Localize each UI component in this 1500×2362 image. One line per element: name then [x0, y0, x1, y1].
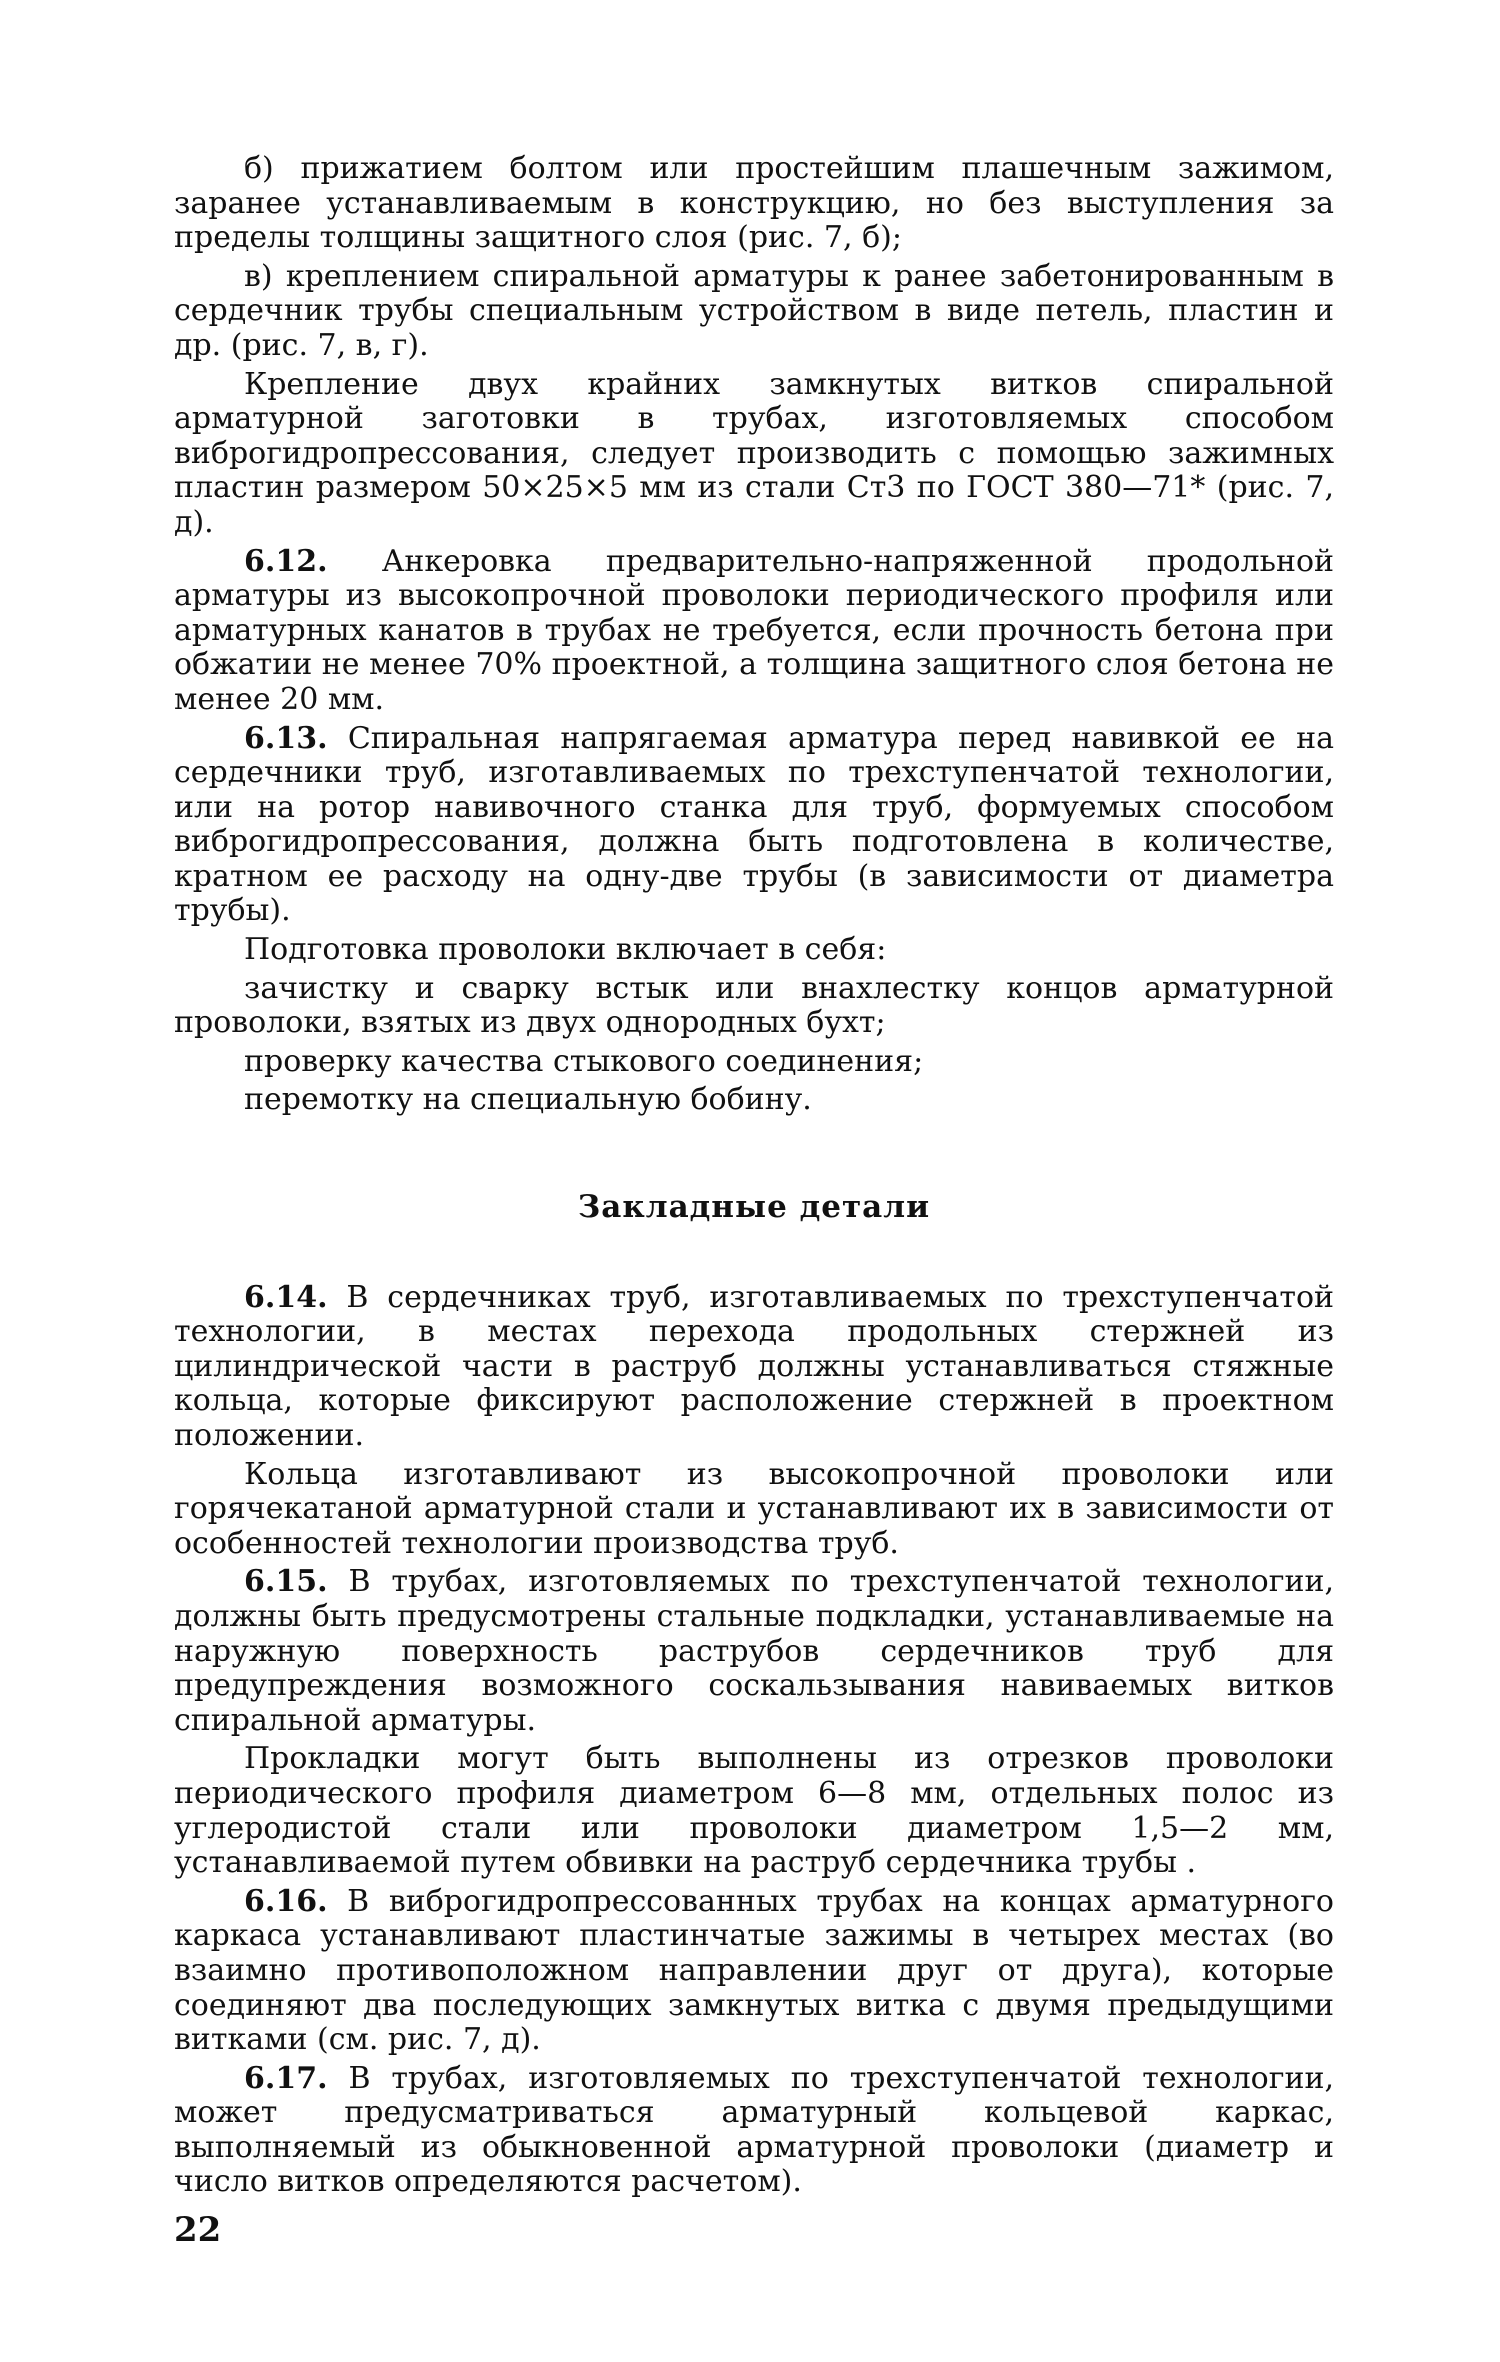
- paragraph: [174, 1565, 1334, 1738]
- clause-number: 6.14.: [244, 1279, 328, 1315]
- paragraph-text: В виброгидропрессованных трубах на концах арматурного каркаса устанавливают пластинчатые зажимы в четырех местах (во взаимно противоположном направлении друг от друга), которые соединяют два последующих замкнутых витка с двумя предыдущими витками (см. рис. 7, д).: [174, 1883, 1334, 2058]
- clause-number: 6.15.: [244, 1564, 328, 1600]
- paragraph: [174, 1742, 1334, 1880]
- paragraph-text: Кольца изготавливают из высокопрочной проволоки или горячекатаной арматурной стали и устанавливают их в зависимости от особенностей технологии производства труб.: [174, 1456, 1334, 1561]
- paragraph: [174, 933, 1334, 968]
- paragraph: [174, 368, 1334, 541]
- section-heading: Закладные детали: [577, 1189, 931, 1226]
- list-item: [174, 972, 1334, 1041]
- paragraph-text: зачистку и сварку встык или внахлестку концов арматурной проволоки, взятых из двух однородных бухт;: [174, 970, 1334, 1041]
- paragraph-text: В трубах, изготовляемых по трехступенчатой технологии, может предусматриваться арматурный кольцевой каркас, выполняемый из обыкновенной арматурной проволоки (диаметр и число витков определяются расчетом).: [174, 2060, 1334, 2200]
- paragraph: [174, 260, 1334, 364]
- page-body: [174, 152, 1334, 2204]
- paragraphs-top: [174, 152, 1334, 1118]
- clause-number: 6.16.: [244, 1883, 328, 1919]
- paragraph-text: Спиральная напрягаемая арматура перед навивкой ее на сердечники труб, изготавливаемых по трехступенчатой технологии, или на ротор навивочного станка для труб, формуемых способом виброгидропрессования, должна быть подготовлена в количестве, кратном ее расходу на одну-две трубы (в зависимости от диаметра трубы).: [174, 720, 1334, 929]
- paragraphs-bottom: [174, 1281, 1334, 2200]
- page-number: 22: [174, 2210, 222, 2250]
- paragraph-text: Анкеровка предварительно-напряженной продольной арматуры из высокопрочной проволоки периодического профиля или арматурных канатов в трубах не требуется, если прочность бетона при обжатии не менее 70% проектной, а толщина защитного слоя бетона не менее 20 мм.: [174, 543, 1334, 717]
- paragraph-text: проверку качества стыкового соединения;: [244, 1043, 924, 1079]
- paragraph-text: Подготовка проволоки включает в себя:: [244, 932, 887, 968]
- paragraph: [174, 1281, 1334, 1454]
- list-item: [174, 1083, 1334, 1118]
- paragraph-text: перемотку на специальную бобину.: [244, 1082, 812, 1118]
- clause-number: 6.17.: [244, 2060, 328, 2096]
- paragraph: [174, 1458, 1334, 1562]
- paragraph: [174, 722, 1334, 930]
- paragraph-text: В трубах, изготовляемых по трехступенчатой технологии, должны быть предусмотрены стальные подкладки, устанавливаемые на наружную поверхность раструбов сердечников труб для предупреждения возможного соскальзывания навиваемых витков спиральной арматуры.: [174, 1564, 1334, 1738]
- paragraph-text: Прокладки могут быть выполнены из отрезков проволоки периодического профиля диаметром 6—8 мм, отдельных полос из углеродистой стали или проволоки диаметром 1,5—2 мм, устанавливаемой путем обвивки на раструб сердечника трубы .: [174, 1741, 1334, 1881]
- paragraph-text: б) прижатием болтом или простейшим плашечным зажимом, заранее устанавливаемым в конструкцию, но без выступления за пределы толщины защитного слоя (рис. 7, б);: [174, 151, 1334, 256]
- clause-number: 6.12.: [244, 543, 328, 579]
- paragraph-text: в) креплением спиральной арматуры к ранее забетонированным в сердечник трубы специальным устройством в виде петель, пластин и др. (рис. 7, в, г).: [174, 258, 1334, 363]
- paragraph: [174, 545, 1334, 718]
- paragraph-text: Крепление двух крайних замкнутых витков спиральной арматурной заготовки в трубах, изготовляемых способом виброгидропрессования, следует производить с помощью зажимных пластин размером 50×25×5 мм из стали Ст3 по ГОСТ 380—71* (рис. 7, д).: [174, 366, 1334, 540]
- paragraph-text: В сердечниках труб, изготавливаемых по трехступенчатой технологии, в местах перехода продольных стержней из цилиндрической части в раструб должны устанавливаться стяжные кольца, которые фиксируют расположение стержней в проектном положении.: [174, 1279, 1334, 1453]
- paragraph: [174, 1885, 1334, 2058]
- paragraph: [174, 2062, 1334, 2200]
- clause-number: 6.13.: [244, 720, 328, 756]
- list-item: [174, 1045, 1334, 1080]
- paragraph: [174, 152, 1334, 256]
